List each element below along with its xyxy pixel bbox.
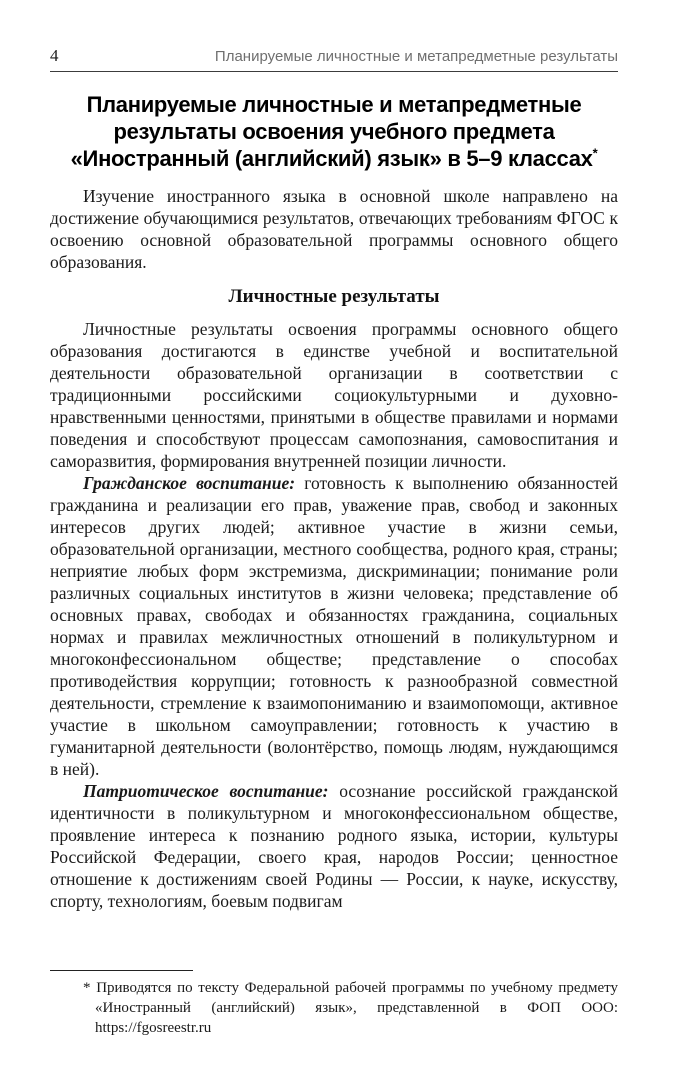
page-header [50,46,618,72]
title-line-3 [50,145,618,172]
paragraph-personal-results: Личностные результаты освоения программы основного общего образования достигаются в единстве учебной и воспитательной деятельности образовательной организации в соответствии с традиционными российскими социокультурными и духовно-нравственными ценностями, принятыми в обществе правилами и нормами поведения и способствуют процессам самопознания, самовоспитания и саморазвития, формирования внутренней позиции личности. [50,319,618,471]
paragraph-patriotic-lead: Патриотическое воспитание: [83,781,329,801]
paragraph-patriotic-education [50,780,618,912]
paragraph-patriotic-text: осознание российской гражданской идентичности в поликультурном и многоконфессиональном обществе, проявление интереса к познанию родного языка, истории, культуры Российской Федерации, своего края, народов России; ценностное отношение к достижениям своей Родины — России, к науке, искусству, спорту, технологиям, боевым подвигам [50,781,618,911]
page-content [50,46,618,962]
paragraph-civic-education [50,472,618,780]
footnote-rule [50,970,193,971]
paragraph-civic-text: готовность к выполнению обязанностей гражданина и реализации его прав, уважение прав, свобод и законных интересов других людей; активное участие в жизни семьи, образовательной организации, местного сообщества, родного края, страны; неприятие любых форм экстремизма, дискриминации; понимание роли различных социальных институтов в жизни человека; представление об основных правах, свободах и обязанностях гражданина, социальных нормах и правилах межличностных отношений в поликультурном и многоконфессиональном обществе; представление о способах противодействия коррупции; готовность к разнообразной совместной деятельности, стремление к взаимопониманию и взаимопомощи, активное участие в школьном самоуправлении; готовность к участию в гуманитарной деятельности (волонтёрство, помощь людям, нуждающимся в ней). [50,473,618,779]
footnote-area [50,964,618,1080]
title-footnote-marker: * [592,145,598,161]
footnote [50,978,618,1038]
footnote-marker: * [83,980,91,996]
intro-paragraph: Изучение иностранного языка в основной школе направлено на достижение обучающимися результатов, отвечающих требованиям ФГОС к освоению основной образовательной программы основного общего образования. [50,186,618,272]
title-line-3-text: «Иностранный (английский) язык» в 5–9 классах [70,146,593,171]
page-number: 4 [50,46,59,65]
footnote-text: Приводятся по тексту Федеральной рабочей программы по учебному предмету «Иностранный (английский) язык», представленной в ФОП ООО: [95,980,619,1016]
paragraph-civic-lead: Гражданское воспитание: [83,473,296,493]
title-line-1: Планируемые личностные и метапредметные [86,92,582,117]
chapter-title [50,91,618,172]
running-head: Планируемые личностные и метапредметные результаты [214,48,618,65]
title-line-2: результаты освоения учебного предмета [113,119,555,144]
footnote-url: https://fgosreestr.ru [95,1020,212,1036]
section-heading: Личностные результаты [228,286,440,307]
